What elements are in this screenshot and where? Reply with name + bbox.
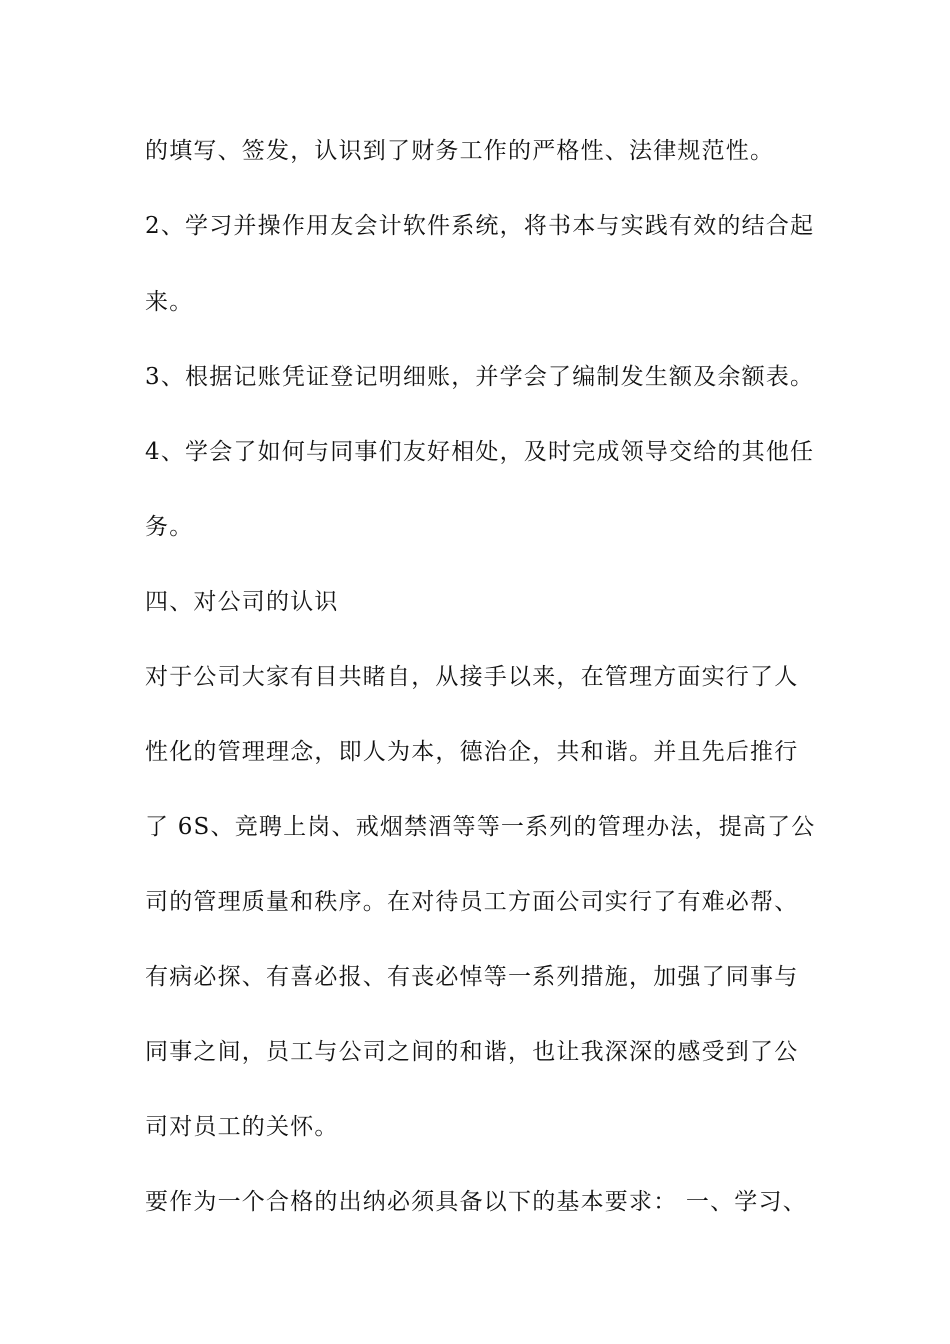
text-line: 2、学习并操作用友会计软件系统，将书本与实践有效的结合起 [145, 213, 815, 239]
text-line: 3、根据记账凭证登记明细账，并学会了编制发生额及余额表。 [145, 364, 815, 390]
text-line: 务。 [145, 514, 194, 540]
text-line: 4、学会了如何与同事们友好相处，及时完成领导交给的其他任 [145, 439, 815, 465]
text-line: 有病必探、有喜必报、有丧必悼等一系列措施，加强了同事与 [145, 964, 799, 990]
text-line: 的填写、签发，认识到了财务工作的严格性、法律规范性。 [145, 138, 775, 164]
text-line: 同事之间，员工与公司之间的和谐，也让我深深的感受到了公 [145, 1039, 799, 1065]
text-line: 性化的管理理念，即人为本，德治企，共和谐。并且先后推行 [145, 739, 799, 765]
section-heading: 四、对公司的认识 [145, 589, 339, 615]
text-line: 司对员工的关怀。 [145, 1114, 339, 1140]
text-line: 了 6S、竞聘上岗、戒烟禁酒等等一系列的管理办法，提高了公 [145, 814, 816, 840]
text-line: 来。 [145, 289, 194, 315]
text-line: 对于公司大家有目共睹自，从接手以来，在管理方面实行了人 [145, 664, 799, 690]
text-line: 要作为一个合格的出纳必须具备以下的基本要求： 一、学习、 [145, 1189, 807, 1215]
text-line: 司的管理质量和秩序。在对待员工方面公司实行了有难必帮、 [145, 889, 799, 915]
